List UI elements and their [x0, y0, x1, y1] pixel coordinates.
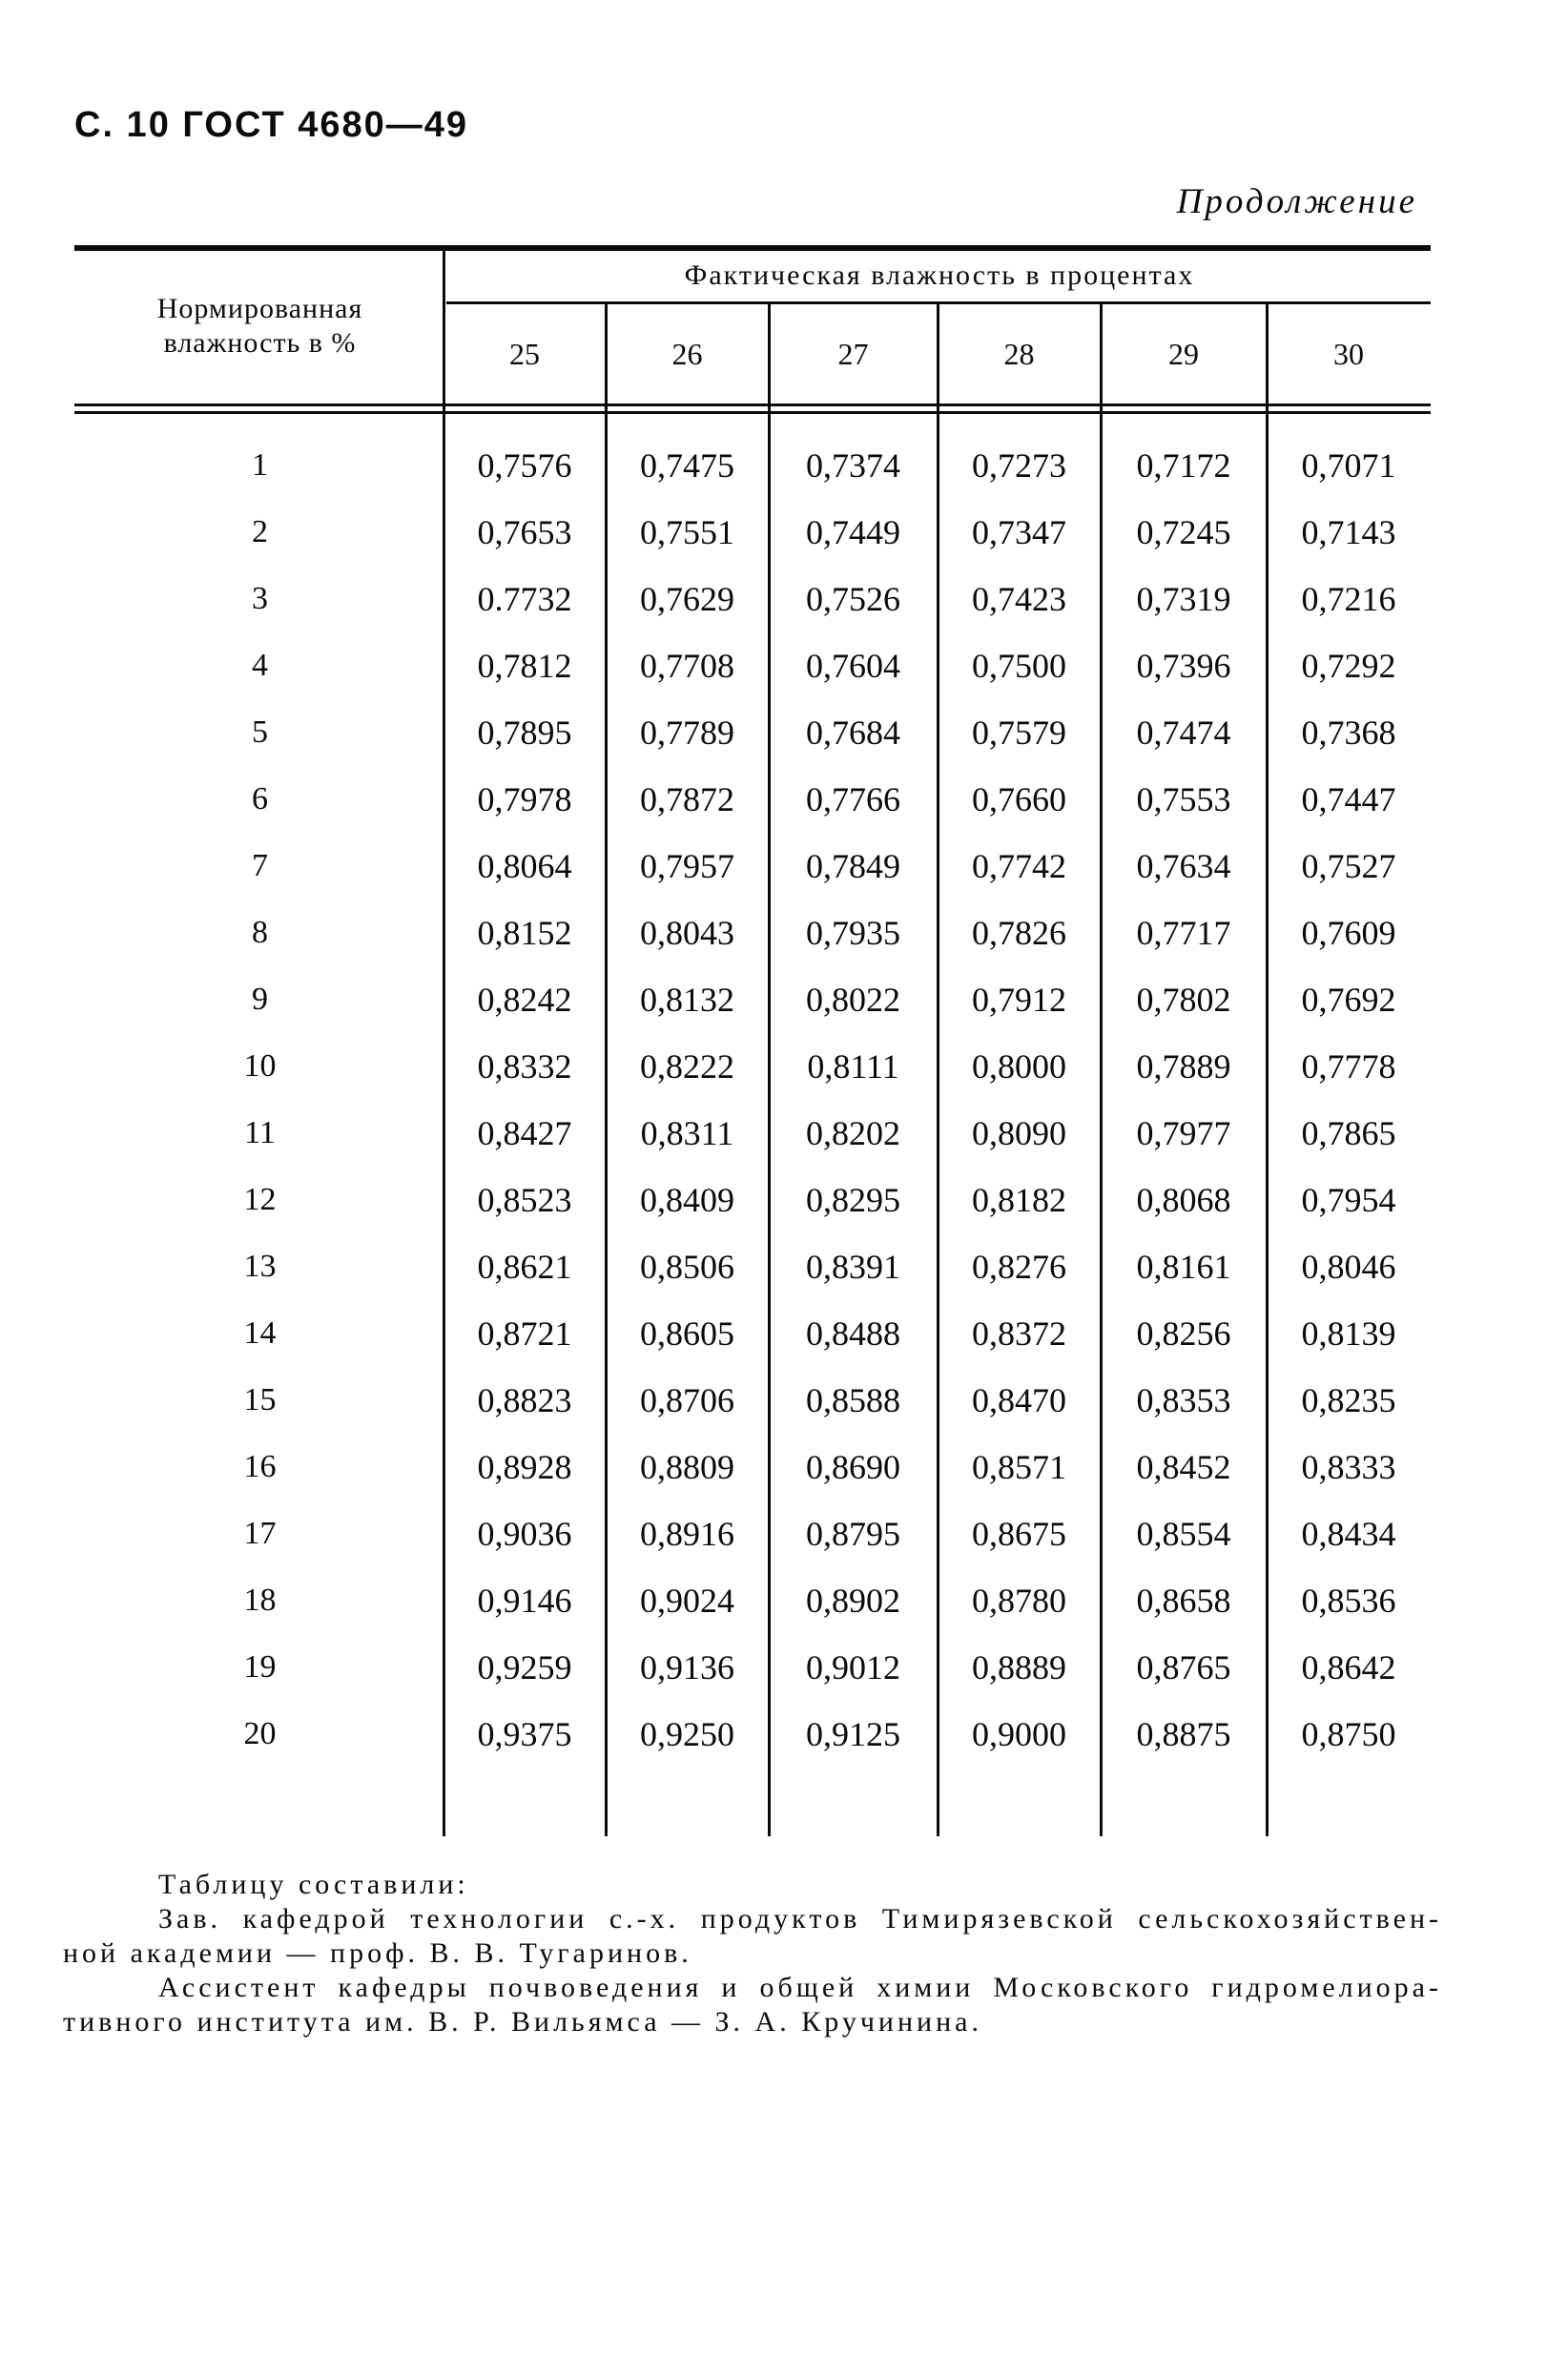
table-cell: 0,7708 [640, 647, 734, 685]
table-cell: 0,8706 [640, 1381, 734, 1419]
table-cell: 0,7172 [1136, 446, 1231, 485]
header-double-rule-1 [74, 404, 1431, 406]
table-cell: 0,8311 [640, 1114, 734, 1152]
table-cell: 0,8046 [1301, 1248, 1396, 1286]
row-label: 19 [243, 1649, 277, 1685]
table-cell: 0,7954 [1301, 1181, 1396, 1219]
table-cell: 0,8222 [640, 1047, 734, 1086]
table-row [76, 432, 1431, 499]
footer-credits-title: Таблицу составили: [158, 1869, 469, 1900]
table-cell: 0,7826 [972, 914, 1066, 952]
table-cell: 0,8523 [477, 1181, 572, 1219]
row-label: 17 [243, 1516, 277, 1551]
table-row [76, 499, 1431, 566]
table-cell: 0,7778 [1301, 1047, 1396, 1086]
table-cell: 0,8675 [972, 1515, 1066, 1553]
table-cell: 0,8916 [640, 1515, 734, 1553]
table-cell: 0,8452 [1136, 1448, 1231, 1486]
row-label: 18 [243, 1583, 277, 1618]
table-cell: 0,8571 [972, 1448, 1066, 1486]
row-label: 14 [243, 1315, 277, 1351]
row-label: 4 [252, 648, 268, 683]
table-cell: 0,9250 [640, 1715, 734, 1753]
table-cell: 0,8765 [1136, 1648, 1231, 1686]
table-cell: 0,7143 [1301, 513, 1396, 551]
table-cell: 0,8372 [972, 1314, 1066, 1353]
table-cell: 0,7245 [1136, 513, 1231, 551]
table-cell: 0,8875 [1136, 1715, 1231, 1753]
table-cell: 0,7653 [477, 513, 572, 551]
table-cell: 0,7553 [1136, 780, 1231, 818]
table-cell: 0,8333 [1301, 1448, 1396, 1486]
column-group-header: Фактическая влажность в процентах [684, 259, 1195, 291]
row-label: 1 [252, 447, 268, 483]
table-row [76, 766, 1431, 833]
table-row [76, 632, 1431, 699]
table-cell: 0,7609 [1301, 914, 1396, 952]
table-cell: 0,8506 [640, 1248, 734, 1286]
table-cell: 0,7872 [640, 780, 734, 818]
table-cell: 0,9024 [640, 1582, 734, 1620]
table-cell: 0,7551 [640, 513, 734, 551]
table-cell: 0,8276 [972, 1248, 1066, 1286]
column-header: 28 [1003, 336, 1035, 371]
table-cell: 0,7957 [640, 847, 734, 885]
table-cell: 0,7319 [1136, 580, 1231, 618]
footer-credits-line: тивного института им. В. Р. Вильямса — З. А. Кручинина. [63, 2006, 982, 2038]
table-cell: 0,7423 [972, 580, 1066, 618]
table-cell: 0,8161 [1136, 1248, 1231, 1286]
table-row [76, 1500, 1431, 1567]
table-cell: 0,7374 [806, 446, 900, 485]
table-cell: 0,7273 [972, 446, 1066, 485]
table-cell: 0,8750 [1301, 1715, 1396, 1753]
table-cell: 0,7789 [640, 714, 734, 752]
table-cell: 0,8902 [806, 1582, 900, 1620]
table-cell: 0,9146 [477, 1582, 572, 1620]
table-cell: 0,7449 [806, 513, 900, 551]
column-header: 29 [1168, 336, 1199, 371]
table-cell: 0,7475 [640, 446, 734, 485]
table-cell: 0,8353 [1136, 1381, 1231, 1419]
table-cell: 0,8554 [1136, 1515, 1231, 1553]
table-row [76, 566, 1431, 632]
table-cell: 0,8332 [477, 1047, 572, 1086]
table-cell: 0,8000 [972, 1047, 1066, 1086]
table-cell: 0,8202 [806, 1114, 900, 1152]
table-cell: 0,8809 [640, 1448, 734, 1486]
table-row [76, 833, 1431, 900]
table-row [76, 966, 1431, 1033]
table-cell: 0,7812 [477, 647, 572, 685]
table-row [76, 1701, 1431, 1768]
table-cell: 0,9259 [477, 1648, 572, 1686]
table-cell: 0,8022 [806, 981, 900, 1019]
column-header: 30 [1333, 336, 1364, 371]
column-header-spacer [76, 304, 444, 404]
column-header: 26 [671, 336, 703, 371]
column-header: 27 [837, 336, 869, 371]
continuation-label: Продолжение [1176, 182, 1417, 221]
table-cell: 0,8470 [972, 1381, 1066, 1419]
row-label: 3 [252, 581, 268, 616]
table-cell: 0,8621 [477, 1248, 572, 1286]
table-cell: 0,7576 [477, 446, 572, 485]
footer-credits-line: Зав. кафедрой технологии с.-х. продуктов Тимирязевской сельскохозяйствен- [158, 1903, 1442, 1935]
table-cell: 0.7732 [477, 580, 572, 618]
table-cell: 0,7692 [1301, 981, 1396, 1019]
table-row [76, 1300, 1431, 1367]
table-cell: 0,7500 [972, 647, 1066, 685]
table-cell: 0,8235 [1301, 1381, 1396, 1419]
page-title: С. 10 ГОСТ 4680—49 [74, 105, 469, 145]
table-cell: 0,8182 [972, 1181, 1066, 1219]
row-label: 10 [243, 1048, 277, 1084]
table-cell: 0,7292 [1301, 647, 1396, 685]
table-cell: 0,8256 [1136, 1314, 1231, 1353]
table-cell: 0,7347 [972, 513, 1066, 551]
row-label: 12 [243, 1182, 277, 1217]
table-cell: 0,7526 [806, 580, 900, 618]
table-row [76, 1167, 1431, 1233]
table-cell: 0,8139 [1301, 1314, 1396, 1353]
row-label: 13 [243, 1249, 277, 1284]
table-row [76, 699, 1431, 766]
table-cell: 0,8132 [640, 981, 734, 1019]
table-row [76, 1434, 1431, 1500]
table-cell: 0,7447 [1301, 780, 1396, 818]
row-label: 20 [243, 1716, 277, 1751]
table-row [76, 1634, 1431, 1701]
table-cell: 0,8795 [806, 1515, 900, 1553]
row-header-label: Нормированная влажность в % [156, 293, 363, 359]
row-label: 7 [252, 848, 268, 883]
table-cell: 0,7895 [477, 714, 572, 752]
table-cell: 0,8721 [477, 1314, 572, 1353]
table-cell: 0,7660 [972, 780, 1066, 818]
table-cell: 0,7717 [1136, 914, 1231, 952]
table-cell: 0,8409 [640, 1181, 734, 1219]
table-row [76, 900, 1431, 966]
table-cell: 0,8068 [1136, 1181, 1231, 1219]
table-cell: 0,9036 [477, 1515, 572, 1553]
table-cell: 0,8488 [806, 1314, 900, 1353]
table-cell: 0,8391 [806, 1248, 900, 1286]
table-cell: 0,7604 [806, 647, 900, 685]
table-cell: 0,7071 [1301, 446, 1396, 485]
table-row [76, 1033, 1431, 1100]
table-body [76, 432, 1431, 1768]
row-label: 8 [252, 915, 268, 950]
table-cell: 0,8605 [640, 1314, 734, 1353]
table-cell: 0,7216 [1301, 580, 1396, 618]
table-cell: 0,8434 [1301, 1515, 1396, 1553]
table-cell: 0,8588 [806, 1381, 900, 1419]
table-cell: 0,7629 [640, 580, 734, 618]
table-cell: 0,7889 [1136, 1047, 1231, 1086]
row-label: 6 [252, 781, 268, 817]
table-cell: 0,8152 [477, 914, 572, 952]
table-cell: 0,7527 [1301, 847, 1396, 885]
table-cell: 0,8780 [972, 1582, 1066, 1620]
row-label: 2 [252, 514, 268, 549]
table-cell: 0,7634 [1136, 847, 1231, 885]
table-cell: 0,8295 [806, 1181, 900, 1219]
table-cell: 0,9136 [640, 1648, 734, 1686]
column-header: 25 [509, 336, 540, 371]
table-cell: 0,7396 [1136, 647, 1231, 685]
table-cell: 0,8823 [477, 1381, 572, 1419]
table-cell: 0,8889 [972, 1648, 1066, 1686]
row-label: 16 [243, 1449, 277, 1484]
table-row [76, 1233, 1431, 1300]
table-cell: 0,8658 [1136, 1582, 1231, 1620]
footer-credits-line: ной академии — проф. В. В. Тугаринов. [63, 1937, 692, 1969]
footer-credits-line: Ассистент кафедры почвоведения и общей химии Московского гидромелиора- [158, 1972, 1442, 2003]
table-cell: 0,7978 [477, 780, 572, 818]
table-cell: 0,8064 [477, 847, 572, 885]
table-cell: 0,7474 [1136, 714, 1231, 752]
table-cell: 0,8427 [477, 1114, 572, 1152]
table-cell: 0,9000 [972, 1715, 1066, 1753]
table-cell: 0,7766 [806, 780, 900, 818]
row-label: 9 [252, 982, 268, 1017]
table-cell: 0,7935 [806, 914, 900, 952]
header-double-rule-2 [74, 411, 1431, 414]
table-cell: 0,7849 [806, 847, 900, 885]
row-label: 11 [244, 1115, 276, 1150]
table-cell: 0,7802 [1136, 981, 1231, 1019]
table-row [76, 1100, 1431, 1167]
table-cell: 0,7368 [1301, 714, 1396, 752]
table-cell: 0,8242 [477, 981, 572, 1019]
table-cell: 0,8928 [477, 1448, 572, 1486]
table-cell: 0,8642 [1301, 1648, 1396, 1686]
table-cell: 0,7684 [806, 714, 900, 752]
table-cell: 0,8090 [972, 1114, 1066, 1152]
table-cell: 0,7865 [1301, 1114, 1396, 1152]
table-cell: 0,8111 [807, 1047, 899, 1086]
column-headers-row [76, 304, 1431, 404]
table-cell: 0,9375 [477, 1715, 572, 1753]
table-cell: 0,7977 [1136, 1114, 1231, 1152]
table-cell: 0,9125 [806, 1715, 900, 1753]
table-cell: 0,8043 [640, 914, 734, 952]
row-label: 5 [252, 714, 268, 750]
table-cell: 0,8690 [806, 1448, 900, 1486]
table-cell: 0,9012 [806, 1648, 900, 1686]
row-label: 15 [243, 1382, 277, 1417]
table-cell: 0,8536 [1301, 1582, 1396, 1620]
table-row [76, 1567, 1431, 1634]
table-cell: 0,7912 [972, 981, 1066, 1019]
table-cell: 0,7579 [972, 714, 1066, 752]
table-cell: 0,7742 [972, 847, 1066, 885]
table-row [76, 1367, 1431, 1434]
